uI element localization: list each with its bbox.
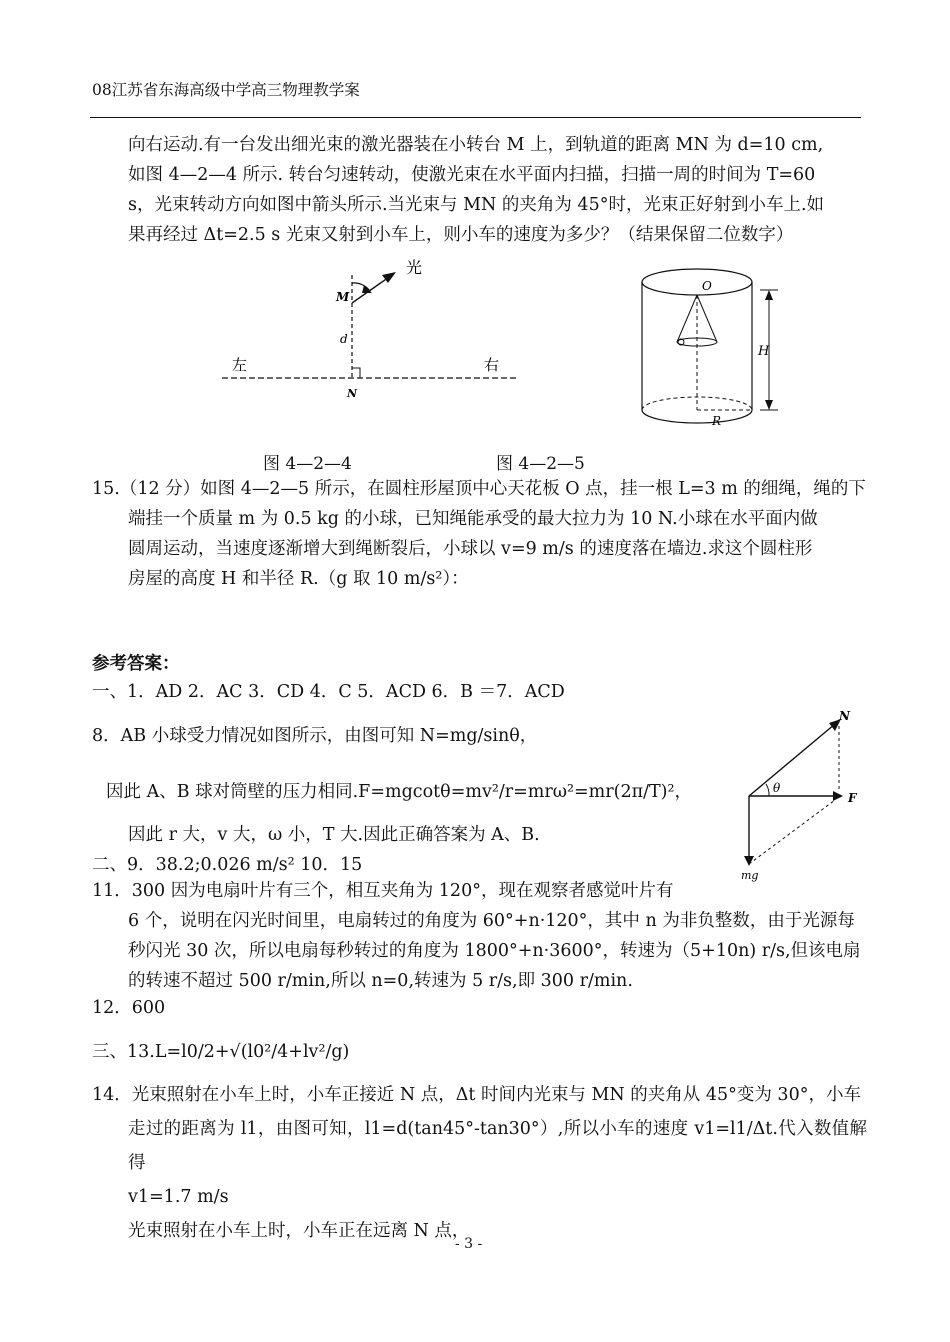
net-force-arrowhead [833, 791, 843, 801]
cone-left [677, 295, 697, 342]
answer-11-line-2: 6 个，说明在闪光时间里，电扇转过的角度为 60°+n·120°，其中 n 为非负整数，由于光源每 [128, 911, 855, 931]
caption-4-2-4: 图 4—2—4 [263, 454, 352, 474]
cone-right [697, 295, 717, 342]
cylinder-bottom-front [642, 410, 752, 423]
q15 [92, 474, 903, 594]
dashed-diagonal [749, 800, 835, 864]
answer-11 [92, 876, 867, 996]
h-arrow-bottom [765, 400, 773, 410]
mg-label: mg [741, 869, 759, 882]
q15-line-2: 端挂一个质量 m 为 0.5 kg 的小球，已知绳能承受的最大拉力为 10 N.小球在水平面内做 [128, 509, 818, 529]
h-arrow-top [765, 290, 773, 300]
force-diagram [735, 708, 860, 883]
answer-11-line-4: 的转速不超过 500 r/min,所以 n=0,转速为 5 r/s,即 300 r/min. [128, 971, 633, 991]
f-force-label: F [848, 791, 857, 805]
figure-4-2-5 [632, 260, 792, 440]
theta-label: θ [773, 781, 781, 795]
q14-line-4: 果再经过 Δt=2.5 s 光束又射到小车上，则小车的速度为多少？（结果保留二位数字） [128, 225, 794, 245]
answer-8-line-1: 8．AB 小球受力情况如图所示，由图可知 N=mg/sinθ， [92, 726, 538, 746]
r-label: R [712, 414, 722, 428]
page-number: - 3 - [455, 1236, 483, 1252]
answer-14-line-1: 14．光束照射在小车上时，小车正接近 N 点，Δt 时间内光束与 MN 的夹角从 45°变为 30°，小车 [92, 1085, 861, 1105]
normal-force-vector [749, 724, 835, 796]
answer-14-line-3: v1=1.7 m/s [128, 1187, 229, 1207]
left-label: 左 [232, 356, 248, 374]
theta-arc [766, 784, 769, 796]
answers-title: 参考答案： [92, 654, 180, 674]
gravity-arrowhead [744, 856, 754, 866]
answer-8-line-2: 因此 A、B 球对筒壁的压力相同.F=mgcotθ=mv²/r=mrω²=mr(2π/T)²， [106, 782, 693, 802]
right-label: 右 [484, 356, 500, 374]
header-title: 08江苏省东海高级中学高三物理教学案 [92, 81, 360, 99]
q14-line-3: s，光束转动方向如图中箭头所示.当光束与 MN 的夹角为 45°时，光束正好射到小车上.如 [128, 195, 825, 215]
answer-8-line-3: 因此 r 大，v 大，ω 小，T 大.因此正确答案为 A、B. [128, 825, 540, 845]
h-label: H [758, 344, 770, 359]
q14-line-2: 如图 4—2—4 所示. 转台匀速转动，使激光束在水平面内扫描，扫描一周的时间为 T=60 [128, 165, 816, 185]
q15-line-1: 15.（12 分）如图 4—2—5 所示，在圆柱形屋顶中心天花板 O 点，挂一根 L=3 m 的细绳，绳的下 [92, 479, 866, 499]
q15-line-4: 房屋的高度 H 和半径 R.（g 取 10 m/s²）： [128, 569, 469, 589]
o-label: O [702, 279, 712, 293]
answer-14-line-2: 走过的距离为 l1，由图可知，l1=d(tan45°-tan30°）,所以小车的速度 v1=l1/Δt.代入数值解得 [128, 1119, 867, 1173]
answer-1-7: 一、1．AD 2．AC 3．CD 4．C 5．ACD 6．B ＝7．ACD [92, 682, 565, 702]
d-label: d [340, 332, 348, 346]
answer-11-line-1: 11．300 因为电扇叶片有三个，相互夹角为 120°，现在观察者感觉叶片有 [92, 881, 674, 901]
light-label: 光 [406, 258, 423, 277]
header-rule [90, 117, 861, 118]
n-label: N [347, 387, 358, 400]
m-label: M [336, 290, 350, 304]
answer-11-line-3: 秒闪光 30 次，所以电扇每秒转过的角度为 1800°+n·3600°，转速为（5+10n) r/s,但该电扇 [128, 941, 861, 961]
right-angle-mark [352, 368, 360, 378]
answer-14 [92, 1078, 867, 1248]
q14-line-1: 向右运动.有一台发出细光束的激光器装在小转台 M 上，到轨道的距离 MN 为 d=10 cm, [128, 135, 824, 155]
answer-9-10: 二、9．38.2;0.026 m/s² 10．15 [92, 855, 363, 875]
caption-4-2-5: 图 4—2—5 [496, 454, 585, 474]
cylinder-top [642, 269, 752, 295]
n-force-label: N [839, 709, 850, 723]
q15-line-3: 圆周运动，当速度逐渐增大到绳断裂后，小球以 v=9 m/s 的速度落在墙边.求这个圆柱形 [128, 539, 813, 559]
rotation-arrowhead [362, 285, 372, 293]
q14-continuation [92, 130, 903, 250]
answer-13: 三、13.L=l0/2+√(l0²/4+lv²/g) [92, 1042, 350, 1062]
figure-4-2-4 [210, 255, 530, 405]
answer-12: 12．600 [92, 998, 166, 1018]
answer-14-line-4: 光束照射在小车上时，小车正在远离 N 点， [128, 1221, 470, 1241]
